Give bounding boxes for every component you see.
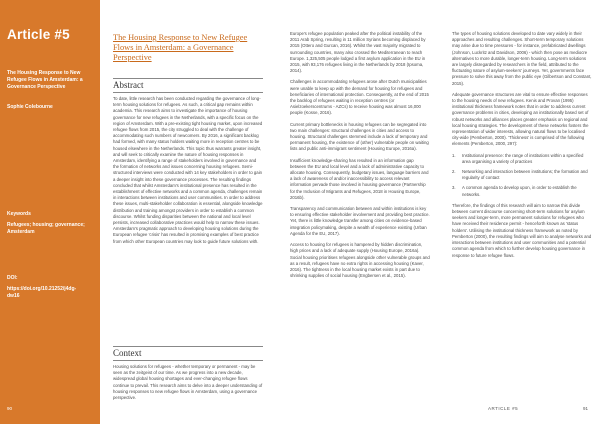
col3-paragraph: Adequate governance structures are vital to ensure effective responses to the housing needs of new refugees. Kenis and Provan (1995) institutional thickness framework notes that in order to address current governance problems in cities, developing an institutionally based set of robust networks and alliances places greater emphasis on regional and local housing strategies. The development of these networks fosters the representation of wider interests, allowing natural flows to be localised city-wide (Pemberton, 2000). 'Thickness' is comprised of the following elements (Pemberton, 2000, 297): [452,91,589,147]
article-number: Article #5 [7,27,70,42]
abstract-text: To date, little research has been conducted regarding the governance of long-term housing solutions for refugees. As such, a critical gap remains within academia. This research aims to investigate the importance of housing governance for new refugees in the Netherlands, with a specific focus on the region of Amsterdam. With a pre-existing tight housing market, upon increased refugee flows from 2015, the city struggled to deal with the challenge of accommodating such numbers of newcomers. By 2016, a significant backlog had formed, with many status holders waiting more in reception centres to be housed elsewhere in the Netherlands. This topic thus warrants greater insight, and will seek to critically examine the nature of housing responses in Amsterdam, identifying a range of stakeholders involved in governance and the formation of networks and issues concerning housing refugees. Semi-structured interviews were conducted with 14 key stakeholders in order to gain a deeper insight into these governance processes. The resulting findings concluded that whilst Amsterdam's institutional presence has resulted in the establishment of effective networks and a common agenda, challenges remain in interactions between institutions and user communities. In order to address these issues, multi-stakeholder collaboration is essential, alongside knowledge distribution and training amongst providers in order to establish a common discourse. Whilst funding disparities between the national and local level persists, increased collaborative practices would help to narrow these issues. Amsterdam's pragmatic approach to developing housing solutions during the European refugee 'crisis' has resulted in promising examples of best practice from which other European countries may look to guide future solutions with. [113,96,263,244]
sidebar [0,0,100,424]
footer-article-label: ARTICLE #5 [488,406,519,411]
col2-paragraph: Insufficient knowledge-sharing has resulted in an information gap between the EU and local level and a lack of administrative capacity to allocate housing. Consequently, budgetary issues, language barriers and a lack of awareness of and/or inaccessibility to access relevant information pervade those involved in housing governance (Partnership for the Inclusion of Migrants and Refugees, 2018 in Housing Europe, 2016b). [290,157,429,200]
list-item [452,153,592,165]
sidebar-title: The Housing Response to New Refugee Flows in Amsterdam: a Governance Perspective [7,70,83,90]
left-page-number: 90 [7,406,13,411]
list-text: Networking and interaction between institutions; the formation and regularity of contact [462,169,588,181]
doi-label: DOI: [7,275,18,281]
col2-paragraph: Current primary bottlenecks in housing refugees can be segregated into two main challenges: structural challenges in cities and access to housing. Structural challenges stemmed include a lack of temporary and permanent housing, the existence of (other) vulnerable people on waiting lists and public anti-immigrant sentiment (Housing Europe, 2016a). [290,121,429,152]
col3-paragraph: The types of housing solutions developed to date vary widely in their approaches and resulting challenges. Short-term temporary solutions may arise due to time pressures - for instance, prefabricated dwellings (Johnson, Luckritz and Davidson, 2006) - which then pose as mediocre alternatives to more durable, longer-term housing. Long-term solutions are largely disregarded by researchers in the field, attributed to the fluctuating nature of asylum-seekers' journeys. Yet, governments face pressure to solve this away from the public eye (Gilbertson and Constant, 2015). [452,31,592,86]
list-item [452,169,592,181]
middle-column [290,31,430,284]
col2-paragraph: Europe's refugee population peaked after the political instability of the 2011 Arab Spring, resulting in 11 million Syrians becoming displaced by 2015 (Ottero and Gurcan, 2016). Whilst the vast majority migrated to surrounding countries, many also crossed the Mediterranean to reach Europe. 1,325,505 people lodged a first asylum application in the EU in 2015, with 93,176 refugees living in the Netherlands by 2018 (Ipsoma, 2014). [290,31,426,74]
right-page-number: 91 [583,406,589,411]
list-text: A common agenda to develop upon, in order to establish the networks. [462,185,577,197]
col2-paragraph: Access to housing for refugees is hampered by hidden discrimination, high prices and a lack of adequate supply (Housing Europe, 2016a). Social housing prioritises refugees alongside other vulnerable groups and as a result, refugees have no extra rights in accessing housing (Kaver, 2016). The tightness in the local housing market exists in part due to shrinking supplies of social housing (Engbersen et al., 2015). [290,242,430,279]
context-rule-bottom [113,360,263,361]
right-column [452,31,592,264]
context-column [113,364,263,406]
thickness-list [452,153,592,198]
list-item [452,185,592,197]
abstract-rule [113,78,263,79]
context-heading: Context [113,348,142,358]
list-text: Institutional presence: the range of institutions within a specified area organising a variety of practices [462,152,584,164]
list-number: 1. [452,152,456,158]
context-text: Housing solutions for refugees - whether temporary or permanent - may be seen as the zeitgeist of our time. As we progress into a new decade, widespread global housing shortages and ever-changing refugee flows continue to prevail. This research aims to delve into a deeper understanding of housing responses to new refugee flows in Amsterdam, using a governance perspective. [113,364,263,401]
context-rule [113,346,263,347]
abstract-column [113,96,263,250]
col3-paragraph: Therefore, the findings of this research will aim to narrow this divide between current discourse concerning short-term solutions for asylum seekers and longer-term, more permanent solutions for refugees who have received their residence permit - henceforth known as 'status holders'. Utilising the institutional thickness framework as noted by Pemberton (2000), the resulting findings will aim to analyse networks and interactions between institutions and user communities and a potential common agenda from which to further develop housing governance in response to future refugee flows. [452,202,592,258]
abstract-rule-bottom [113,92,263,93]
list-number: 3. [452,185,456,191]
doi-link[interactable]: https://doi.org/10.21252/j4dg-dw16 [7,286,77,299]
keywords: Refugees; housing; governance; Amsterdam [7,222,85,235]
list-number: 2. [452,169,456,175]
author-name: Sophie Colebourne [7,104,53,110]
keywords-label: Keywords [7,211,31,217]
col2-paragraph: Challenges in accommodating refugees arose after Dutch municipalities were unable to keep up with the demand for housing for refugees and beneficiaries of international protection. Consequently, at the end of 2015 the backlog of refugees waiting in reception centres (or Asielzoekerscentrums - AZCs) to receive housing was almost 16,000 people (Kosse, 2016). [290,79,429,116]
col2-paragraph: Transparency and communication between and within institutions is key to ensuring effective stakeholder involvement and providing best practice. Yet, there is little knowledge transfer among cities on evidence-based integration policymaking, despite a wealth of experience existing (Urban Agenda for the EU, 2017). [290,206,430,236]
article-title: The Housing Response to New Refugee Flows in Amsterdam: a Governance Perspective [113,33,248,62]
abstract-heading: Abstract [113,80,144,90]
